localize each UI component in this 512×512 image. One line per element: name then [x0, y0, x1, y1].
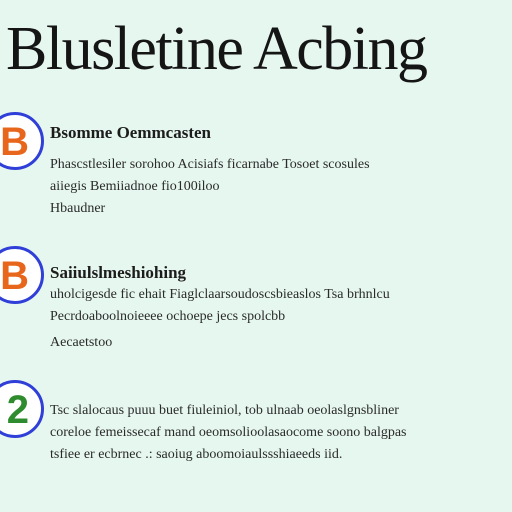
page-title: Blusletine Acbing [6, 15, 427, 83]
item-text [50, 262, 502, 354]
item-line: aiiegis Bemiiadnoe fio100iloo [50, 179, 220, 194]
item-text [50, 400, 502, 466]
item-line: uholcigesde fic ehait Fiaglclaarsoudoscsbieaslos Tsa brhnlcu [50, 287, 390, 302]
item-text [50, 122, 502, 220]
item-line: tsfiee er ecbrnec .: saoiug aboomoiaulssshiaeeds iid. [50, 447, 343, 462]
badge-number: B [0, 254, 29, 298]
item-line: coreloe femeissecaf mand oeomsolioolasaocome soono balgpas [50, 425, 407, 440]
badge-number: 2 [6, 388, 29, 432]
badge-number: B [0, 120, 29, 164]
number-badge [0, 112, 44, 170]
item-line: Pecrdoaboolnoieeee ochoepe jecs spolcbb [50, 309, 286, 324]
item-heading: Saiiulslmeshiohing [50, 263, 187, 282]
item-line: Tsc slalocaus puuu buet fiuleiniol, tob ulnaab oeolaslgnsbliner [50, 403, 399, 418]
item-line: Hbaudner [50, 201, 106, 216]
number-badge [0, 246, 44, 304]
item-heading: Bsomme Oemmcasten [50, 123, 211, 142]
item-line: Aecaetstoo [50, 335, 113, 350]
number-badge [0, 380, 44, 438]
item-line: Phascstlesiler sorohoo Acisiafs ficarnabe Tosoet scosules [50, 157, 370, 172]
